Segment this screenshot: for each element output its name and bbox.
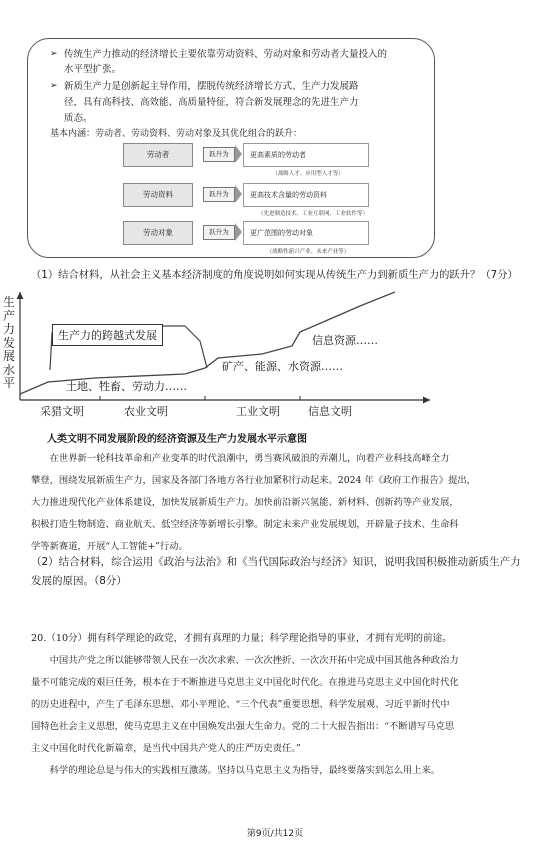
- flow-label: 劳动资料: [123, 183, 193, 207]
- leap-bracket-right: [185, 326, 207, 368]
- para1-line: 积极打造生物制造、商业航天、低空经济等新增长引擎。制定未来产业发展规划，开辟量子技术、生命科: [31, 519, 459, 530]
- bullet-new-quality: ➢ 新质生产力是创新起主导作用，摆脱传统经济增长方式、生产力发展路: [50, 81, 359, 92]
- para1-line: 在世界新一轮科技革命和产业变革的时代浪潮中，勇当赛风破浪的弄潮儿，向着产业科技高峰全力: [49, 453, 450, 464]
- question-2-line1: （2）结合材料，综合运用《政治与法治》和《当代国际政治与经济》知识，说明我国积极推动新质生产力: [31, 556, 521, 568]
- question-2-line2: 发展的原因。（8分）: [31, 575, 127, 587]
- flow-tag: 跃升为: [203, 147, 235, 162]
- bullet-new-quality-l2: 径，具有高科技、高效能、高质量特征，符合新发展理念的先进生产力: [64, 97, 359, 108]
- era-agriculture: 农业文明: [124, 405, 168, 418]
- page-footer: 第9页/共12页: [246, 829, 304, 839]
- arrow-bullet-icon: ➢: [50, 49, 58, 59]
- bullet-new-quality-l3: 质态。: [64, 113, 93, 124]
- arrow-right-icon: [235, 145, 242, 163]
- minerals-label: 矿产、能源、水资源……: [222, 360, 343, 373]
- question-1: （1）结合材料，从社会主义基本经济制度的角度说明如何实现从传统生产力到新质生产力的跃升？（7分）: [31, 269, 518, 281]
- arrow-right-icon: [235, 185, 242, 203]
- material-paragraph-2: [31, 650, 531, 782]
- flow-label: 劳动对象: [123, 221, 193, 245]
- para1-line: 攀登，围绕发展新质生产力，国家及各部门各地方各行业加紧积行动起来。2024 年《政府工作报告》提出，: [31, 475, 476, 486]
- question-20-header: 20.（10分）拥有科学理论的政党，才拥有真理的力量；科学理论指导的事业，才拥有光明的前途。: [31, 633, 452, 644]
- y-axis-label: 生产力发展水平: [2, 295, 15, 390]
- basic-connotation: 基本内涵：劳动者、劳动资料、劳动对象及其优化组合的跃升：: [50, 129, 303, 139]
- era-information: 信息文明: [308, 405, 352, 418]
- flow-tag: 跃升为: [203, 187, 235, 202]
- para2-line: 的历史进程中，产生了毛泽东思想、邓小平理论、“三个代表”重要思想、科学发展观、习近平新时代中: [31, 699, 450, 710]
- flow-tag: 跃升为: [203, 225, 235, 240]
- era-industry: 工业文明: [236, 405, 280, 418]
- leap-label: 生产力的跨越式发展: [52, 324, 163, 346]
- para2-line: 中国共产党之所以能够带领人民在一次次求索、一次次挫折、一次次开拓中完成中国其他各种政治力: [49, 655, 459, 666]
- material-box: [27, 38, 435, 258]
- flow-label: 劳动者: [123, 143, 193, 167]
- flow-sub: （战略人才、应用型人才等）: [272, 171, 344, 177]
- land-label: 土地、牲畜、劳动力……: [66, 380, 187, 393]
- flow-sub: （先进制造技术、工业互联网、工业软件等）: [257, 211, 368, 217]
- flow-result: 更广范围的劳动对象: [243, 221, 369, 245]
- para2-line: 科学的理论总是与伟大的实践相互激荡。坚持以马克思主义为指导，最终要落实到怎么用上来。: [49, 765, 441, 776]
- flow-result: 更高技术含量的劳动资料: [243, 183, 369, 207]
- info-resources-label: 信息资源……: [312, 334, 378, 347]
- era-hunting: 采猎文明: [40, 405, 84, 418]
- bullet-traditional-cont: 水平型扩张。: [64, 64, 122, 75]
- material-paragraph-1: [31, 448, 531, 558]
- flow-result: 更高素质的劳动者: [243, 143, 369, 167]
- para2-line: 量不可能完成的艰巨任务，根本在于不断推进马克思主义中国化时代化。在推进马克思主义中国化时代化: [31, 677, 459, 688]
- arrow-right-icon: [235, 223, 242, 241]
- flow-sub: （战略性新兴产业、未来产业等）: [266, 249, 350, 255]
- arrow-bullet-icon: ➢: [50, 81, 58, 91]
- para2-line: 国特色社会主义思想，使马克思主义在中国焕发出强大生命力。党的二十大报告指出：“不断谱写马克思: [31, 721, 455, 732]
- diagram-caption: 人类文明不同发展阶段的经济资源及生产力发展水平示意图: [47, 434, 307, 445]
- para2-line: 主义中国化时代化新篇章，是当代中国共产党人的庄严历史责任。”: [31, 743, 301, 754]
- bullet-traditional: ➢ 传统生产力推动的经济增长主要依靠劳动资料、劳动对象和劳动者大量投入的: [50, 49, 388, 60]
- para1-line: 学等新赛道，开展“人工智能+”行动。: [31, 541, 188, 552]
- para1-line: 大力推进现代化产业体系建设，加快发展新质生产力。加快前沿新兴氢能、新材料、创新药等产业发展，: [31, 497, 459, 508]
